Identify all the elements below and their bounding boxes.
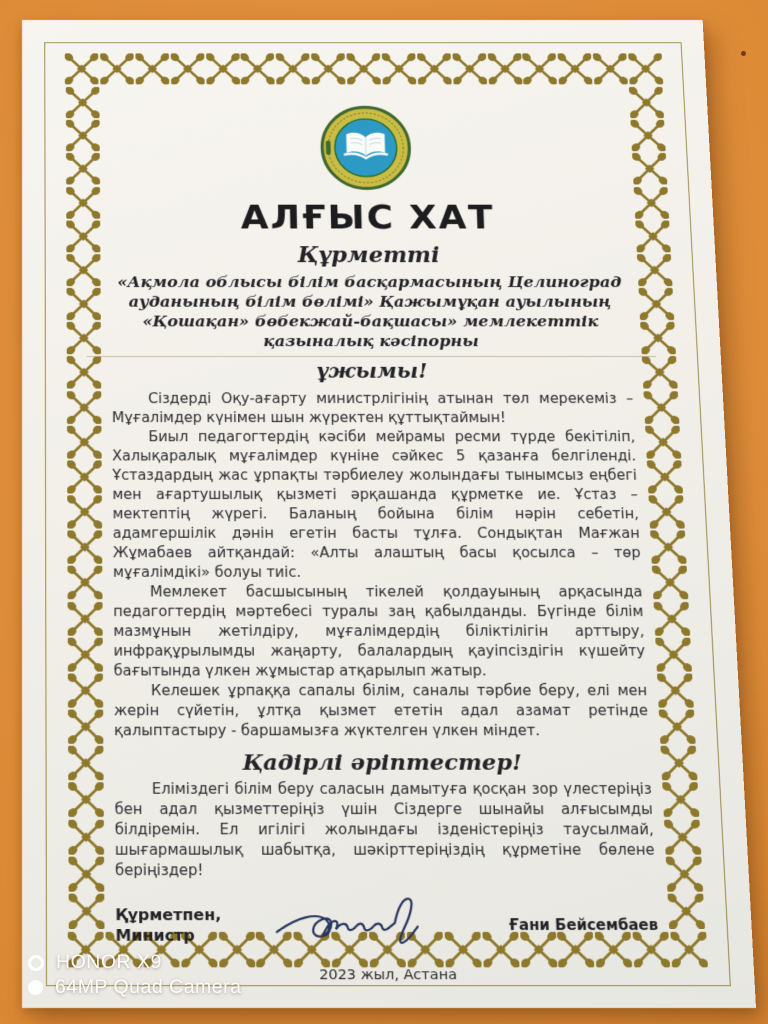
certificate-paper [22, 20, 756, 1008]
signoff-respect: Құрметпен, [115, 905, 222, 925]
ornament-border-top [65, 53, 664, 86]
certificate-title: АЛҒЫС ХАТ [240, 197, 496, 237]
dot-icon [28, 980, 43, 995]
ring-icon [28, 955, 44, 971]
paragraph-holiday: Биыл педагогтердің кәсіби мейрамы ресми түрде бекітіліп, Халықаралық мұғалімдер күніне сәйкес 5 қазанға белгіленді. Ұстаздардың жас ұрпақты тәрбиелеу жолындағы тынымсыз еңбегі мен ағартушылық қызметі әрқашанда құрметке ие. Ұстаз – мектептің жүрегі. Баланың бойына білім нәрін себетін, адамгершілік дәнін егетін басты тұлға. Сондықтан Мағжан Жұмабаев айтқандай: «Алты алаштың басы қосылса – төр мұғалімдікі» болуы тиіс. [112, 428, 641, 581]
paragraph-gratitude: Еліміздегі білім беру саласын дамытуға қосқан зор үлестеріңіз бен адал қызметтеріңіз үшін Сіздерге шынайы алғысымды білдіремін. Ел игілігі жолындағы ізденістеріңіз таусылмай, шығармашылық шабытқа, шәкірттеріңіздің құрметіне бөлене беріңіздер! [114, 780, 655, 880]
paragraph-greeting: Сіздерді Оқу-ағарту министрлігінің атынан төл мерекеміз – Мұғалімдер күнімен шын жүректен құттықтаймын! [111, 390, 634, 426]
signature-scribble [265, 891, 465, 954]
ministry-emblem-logo [318, 104, 414, 191]
salutation: Құрметті [297, 241, 440, 268]
emblem-tower-icon [326, 141, 331, 155]
watermark-device: HONOR X9 [56, 951, 162, 973]
camera-watermark [26, 950, 241, 1000]
recipient-name: «Ақмола облысы білім басқармасының Целиноград ауданының білім бөлімі» Қажымұқан ауылының «Қошақан» бөбекжай-бақшасы» мемлекеттік қазыналық кәсіпорны [117, 273, 622, 351]
paragraph-mission: Келешек ұрпаққа сапалы білім, саналы тәрбие беру, елі мен жерін сүйетін, ұлтқа қызмет ететін адал азамат ретінде қалыптастыру - баршамызға жүктелген үлкен міндет. [113, 682, 649, 740]
signature-block [115, 897, 659, 954]
paragraph-state-support: Мемлекет басшысының тікелей қолдауының арқасында педагогтердің мәртебесі туралы заң қабылданды. Бүгінде білім мазмұнын жетілдіру, мұғалімдердің біліктілігін арттыру, инфрақұрылымды жаңарту, балалардың қауіпсіздігін күшейту бағытында үлкен жұмыстар атқарылып жатыр. [113, 583, 646, 680]
divider-rule [87, 356, 656, 357]
watermark-camera: 64MP Quad Camera [55, 976, 242, 998]
recipient-suffix: ұжымы! [315, 359, 428, 384]
signoff-position: Министр [115, 925, 195, 945]
closing-salutation: Қадірлі әріптестер! [242, 749, 523, 776]
ornament-border-left [65, 87, 106, 929]
certificate-content [110, 99, 661, 983]
signer-name: Ғани Бейсембаев [508, 916, 659, 934]
dust-speck [741, 51, 746, 56]
date-place: 2023 жыл, Астана [319, 967, 458, 984]
